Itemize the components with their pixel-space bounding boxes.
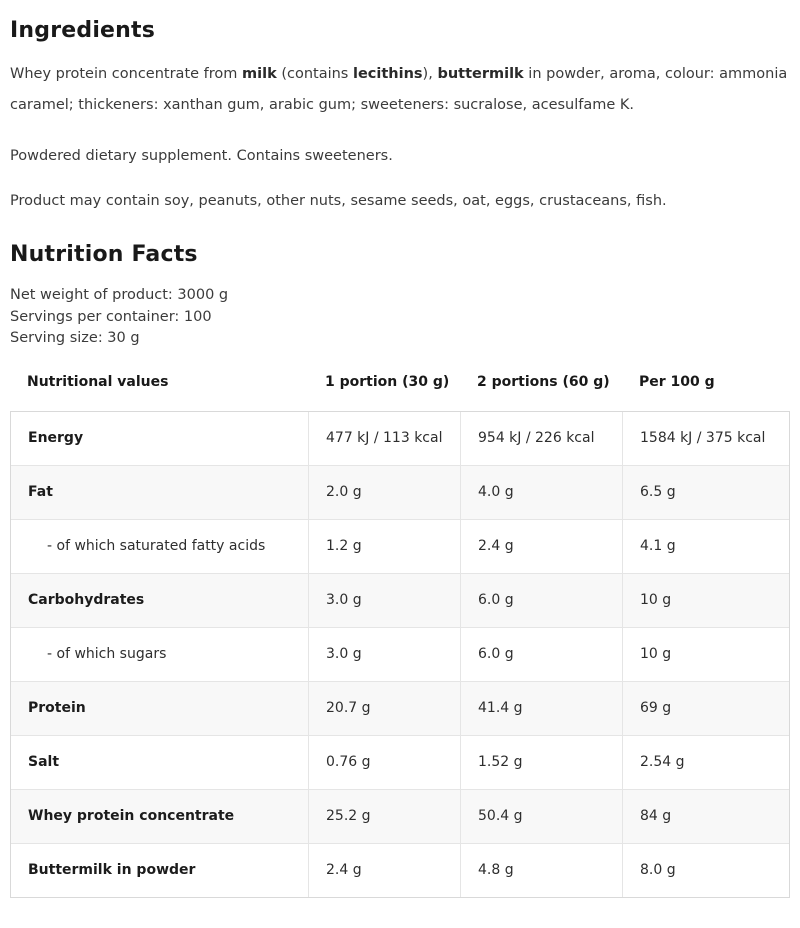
table-value-cell: 2.0 g [308,466,460,519]
table-row-label: Protein [28,700,86,716]
table-value-cell: 4.0 g [460,466,622,519]
table-value-cell: 10 g [622,628,789,681]
table-row [11,573,789,627]
ingredient-emphasis: milk [242,66,277,82]
table-row [11,843,789,897]
ingredients-title: Ingredients [10,18,156,43]
table-value-cell: 69 g [622,682,789,735]
ingredients-paragraph [10,59,790,121]
table-row [11,519,789,573]
table-value-cell: 50.4 g [460,790,622,843]
table-row [11,735,789,789]
net-weight-line: Net weight of product: 3000 g [10,287,229,303]
table-value-cell: 2.54 g [622,736,789,789]
table-row-label: Salt [28,754,60,770]
table-value-cell: 3.0 g [308,628,460,681]
supplement-note: Powdered dietary supplement. Contains sweeteners. [10,148,393,164]
table-row-label: Buttermilk in powder [28,862,196,878]
table-value-cell: 41.4 g [460,682,622,735]
table-value-cell: 0.76 g [308,736,460,789]
table-row-label: Carbohydrates [28,592,145,608]
table-value-cell: 10 g [622,574,789,627]
ingredients-section [10,18,790,211]
table-row [11,681,789,735]
table-row-label: Fat [28,484,53,500]
table-value-cell: 2.4 g [308,844,460,897]
table-value-cell: 6.0 g [460,628,622,681]
table-value-cell: 20.7 g [308,682,460,735]
table-value-cell: 25.2 g [308,790,460,843]
nutrition-facts-title: Nutrition Facts [10,242,198,267]
nutrition-facts-section [10,242,790,898]
table-row-label: - of which saturated fatty acids [47,538,266,554]
table-value-cell: 954 kJ / 226 kcal [460,412,622,465]
table-value-cell: 477 kJ / 113 kcal [308,412,460,465]
table-value-cell: 2.4 g [460,520,622,573]
table-value-cell: 6.5 g [622,466,789,519]
serving-info-block [10,285,790,350]
table-row [11,627,789,681]
allergen-note: Product may contain soy, peanuts, other nuts, sesame seeds, oat, eggs, crustaceans, fish. [10,193,667,209]
table-value-cell: 1.2 g [308,520,460,573]
table-value-cell: 1.52 g [460,736,622,789]
table-value-cell: 4.8 g [460,844,622,897]
ingredient-text: ), [422,66,438,82]
table-value-cell: 8.0 g [622,844,789,897]
serving-size-line: Serving size: 30 g [10,330,140,346]
table-header-cell: 2 portions (60 g) [477,373,610,390]
table-header-cell: 1 portion (30 g) [325,373,450,390]
table-row [11,412,789,465]
ingredient-text: Whey protein concentrate from [10,66,243,82]
table-value-cell: 6.0 g [460,574,622,627]
ingredient-text: (contains [276,66,353,82]
table-row-label: - of which sugars [47,646,167,662]
table-row-label: Whey protein concentrate [28,808,235,824]
table-row-label: Energy [28,430,84,446]
table-value-cell: 84 g [622,790,789,843]
table-header-cell: Per 100 g [639,373,715,390]
ingredient-text: in powder, aroma, colour: ammonia caramel; thickeners: xanthan gum, arabic gum; sweeteners: sucralose, acesulfame K. [10,66,788,113]
table-header-cell: Nutritional values [27,373,169,390]
ingredient-emphasis: lecithins [352,66,423,82]
ingredient-emphasis: buttermilk [437,66,524,82]
table-row [11,789,789,843]
nutrition-table [10,411,790,898]
servings-per-container-line: Servings per container: 100 [10,308,212,325]
table-value-cell: 4.1 g [622,520,789,573]
table-value-cell: 3.0 g [308,574,460,627]
nutrition-table-header-row [10,373,790,391]
table-row [11,465,789,519]
table-value-cell: 1584 kJ / 375 kcal [622,412,789,465]
